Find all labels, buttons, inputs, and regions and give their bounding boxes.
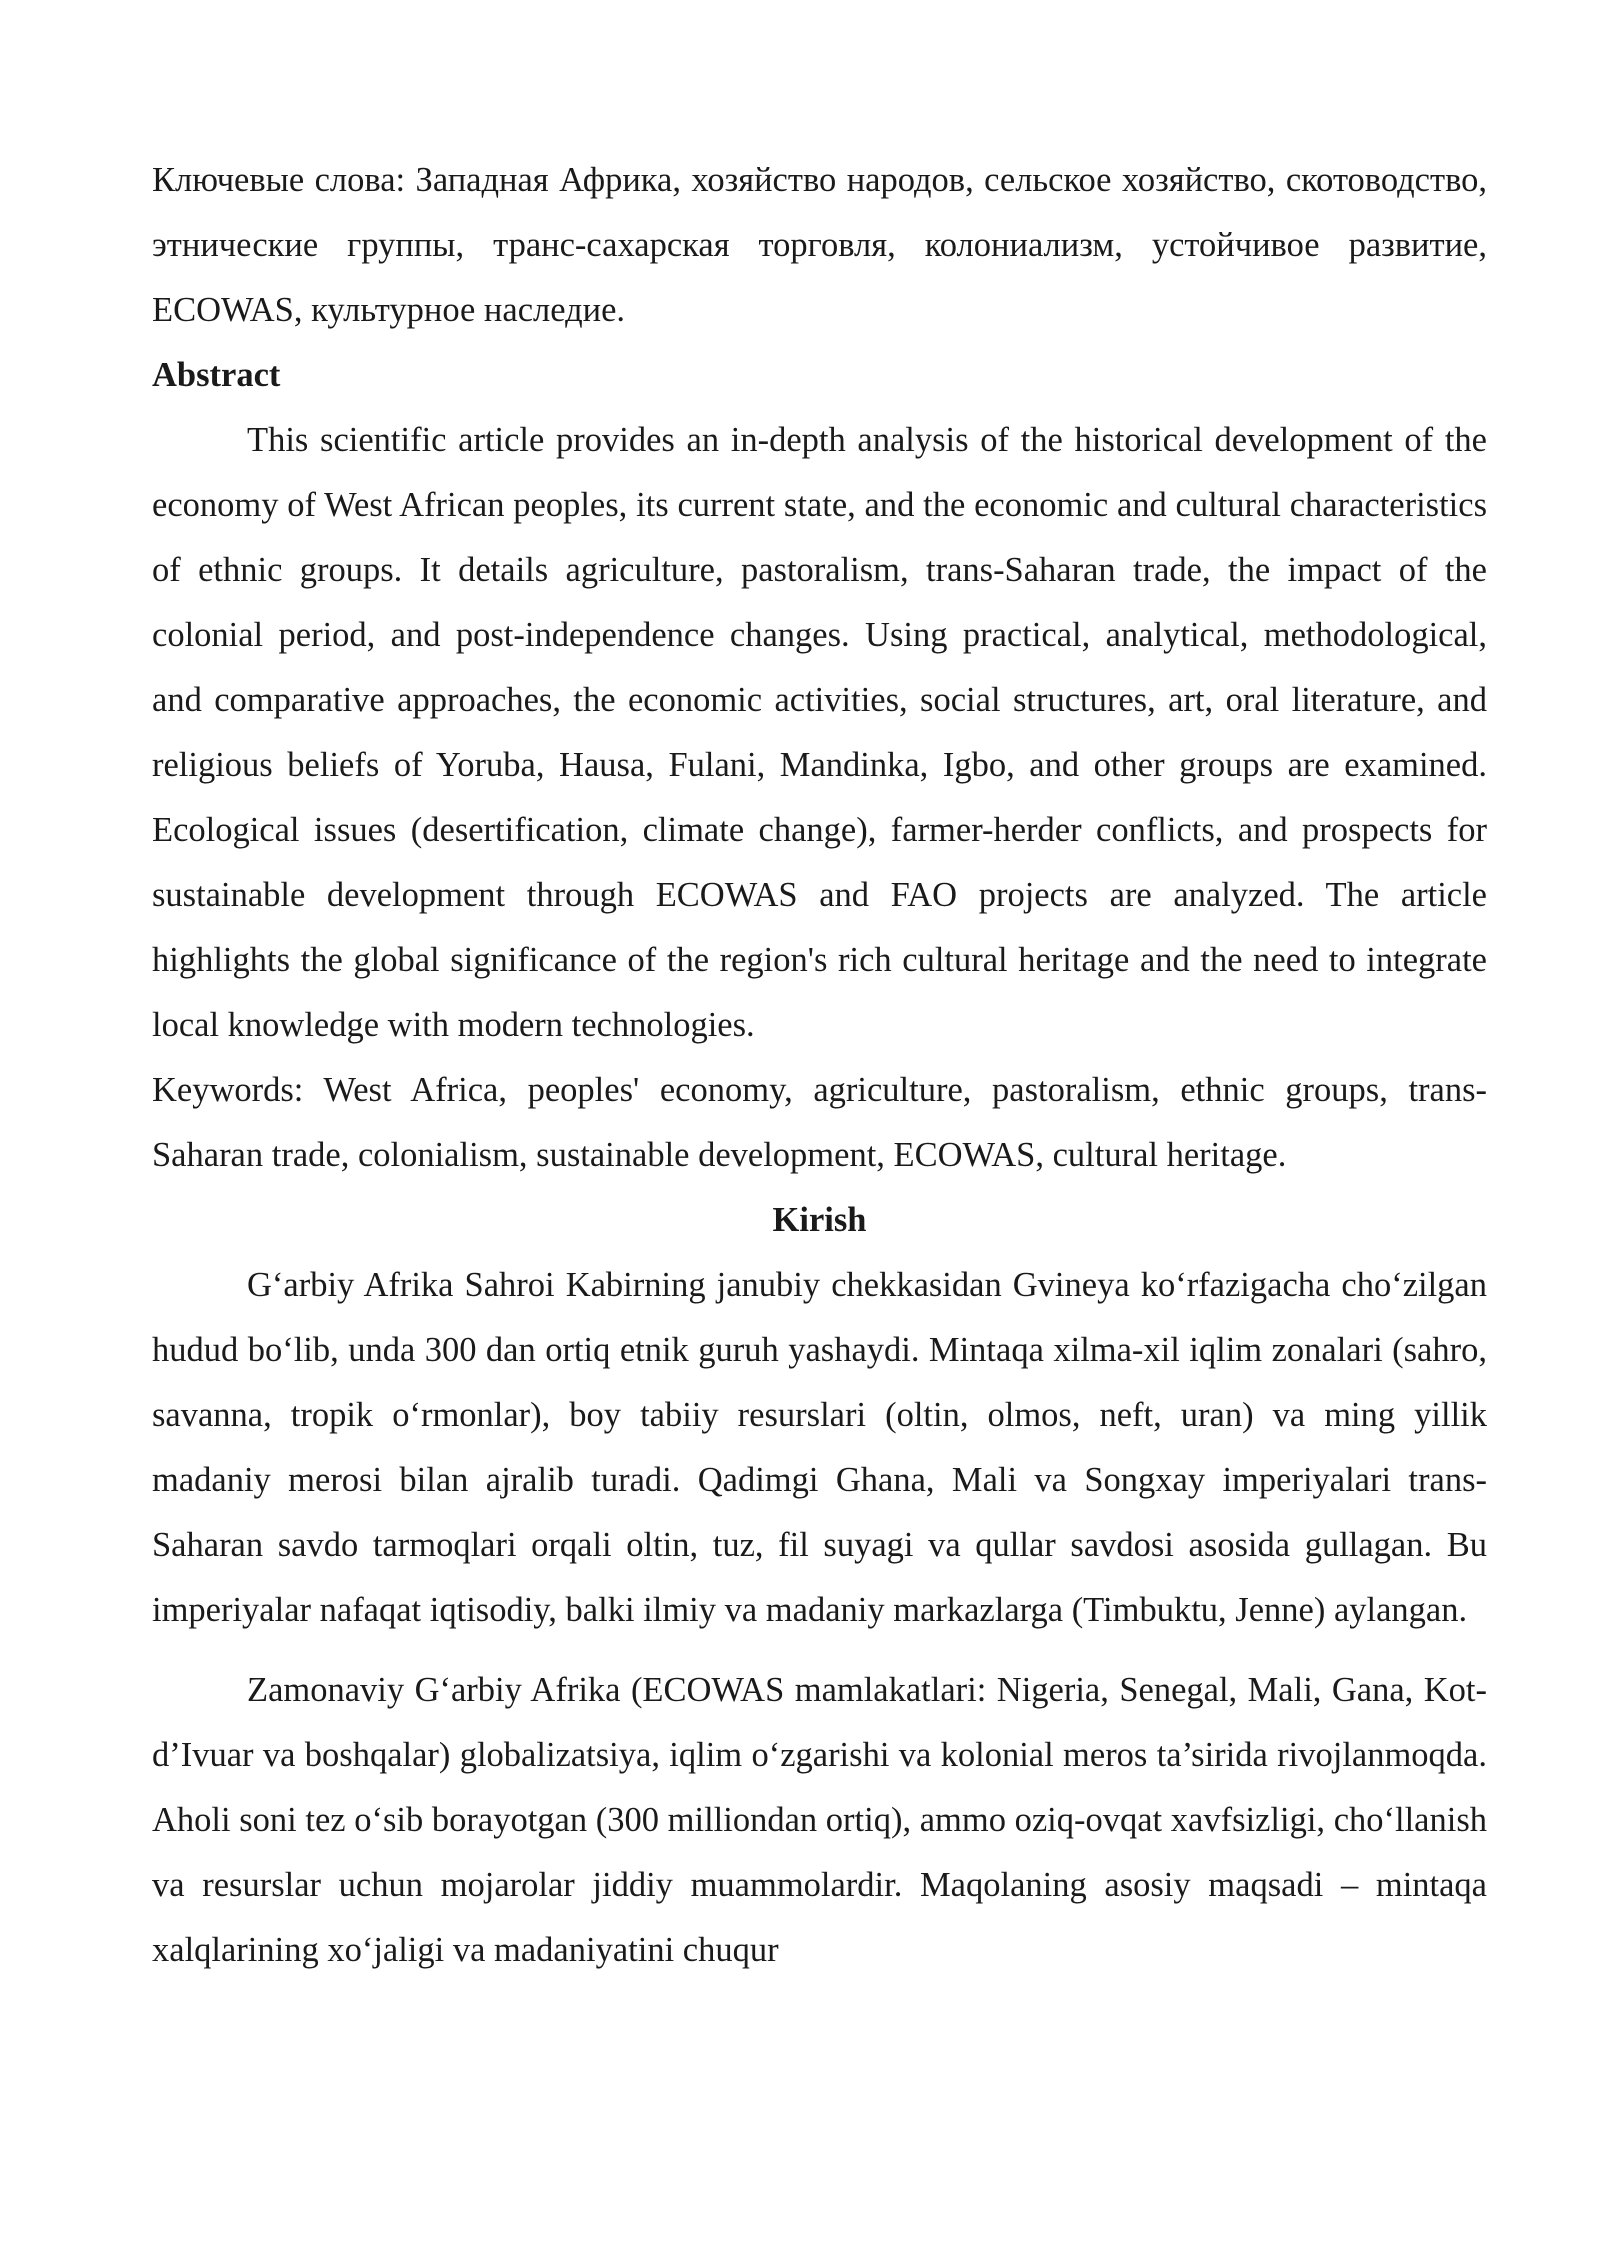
intro-paragraph-1: G‘arbiy Afrika Sahroi Kabirning janubiy chekkasidan Gvineya ko‘rfazigacha cho‘zilgan hudud bo‘lib, unda 300 dan ortiq etnik guruh yashaydi. Mintaqa xilma-xil iqlim zonalari (sahro, savanna, tropik o‘rmonlar), boy tabiiy resurslari (oltin, olmos, neft, uran) va ming yillik madaniy merosi bilan ajralib turadi. Qadimgi Ghana, Mali va Songxay imperiyalari trans-Saharan savdo tarmoqlari orqali oltin, tuz, fil suyagi va qullar savdosi asosida gullagan. Bu imperiyalar nafaqat iqtisodiy, balki ilmiy va madaniy markazlarga (Timbuktu, Jenne) aylangan. [152, 1266, 1487, 1629]
intro-heading: Kirish [772, 1201, 867, 1239]
ru-keywords: Ключевые слова: Западная Африка, хозяйство народов, сельское хозяйство, скотоводство, этнические группы, транс-сахарская торговля, колониализм, устойчивое развитие, ECOWAS, культурное наследие. [152, 161, 1487, 329]
abstract-heading: Abstract [152, 356, 281, 394]
abstract-paragraph: This scientific article provides an in-depth analysis of the historical development of the economy of West African peoples, its current state, and the economic and cultural characteristics of ethnic groups. It details agriculture, pastoralism, trans-Saharan trade, the impact of the colonial period, and post-independence changes. Using practical, analytical, methodological, and comparative approaches, the economic activities, social structures, art, oral literature, and religious beliefs of Yoruba, Hausa, Fulani, Mandinka, Igbo, and other groups are examined. Ecological issues (desertification, climate change), farmer-herder conflicts, and prospects for sustainable development through ECOWAS and FAO projects are analyzed. The article highlights the global significance of the region's rich cultural heritage and the need to integrate local knowledge with modern technologies. [152, 421, 1487, 1044]
intro-paragraph-2: Zamonaviy G‘arbiy Afrika (ECOWAS mamlakatlari: Nigeria, Senegal, Mali, Gana, Kot-d’Ivuar va boshqalar) globalizatsiya, iqlim o‘zgarishi va kolonial meros ta’sirida rivojlanmoqda. Aholi soni tez o‘sib borayotgan (300 milliondan ortiq), ammo oziq-ovqat xavfsizligi, cho‘llanish va resurslar uchun mojarolar jiddiy muammolardir. Maqolaning asosiy maqsadi – mintaqa xalqlarining xo‘jaligi va madaniyatini chuqur [152, 1671, 1487, 1969]
en-keywords: Keywords: West Africa, peoples' economy, agriculture, pastoralism, ethnic groups, trans-Saharan trade, colonialism, sustainable development, ECOWAS, cultural heritage. [152, 1071, 1487, 1174]
